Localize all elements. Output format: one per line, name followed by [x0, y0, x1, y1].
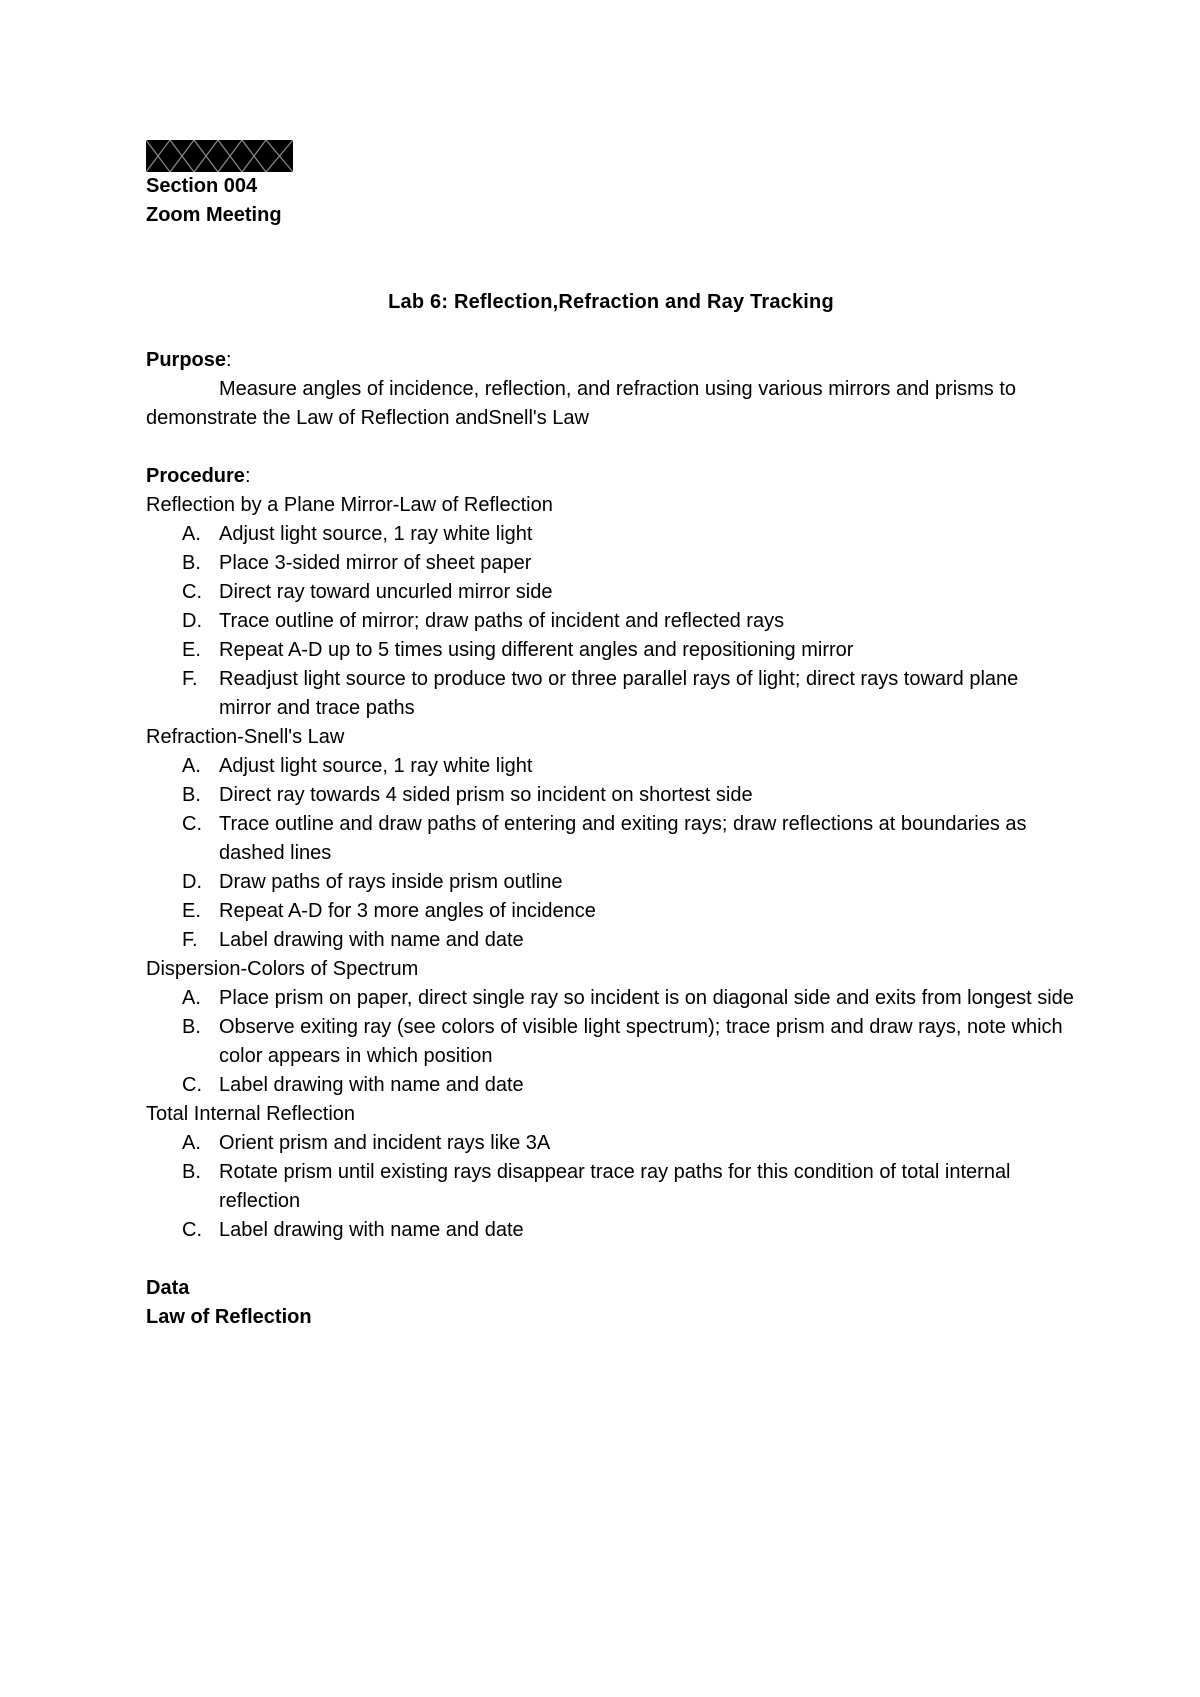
list-item-text: Place prism on paper, direct single ray so incident is on diagonal side and exits from longest side — [219, 987, 1074, 1009]
list-item — [146, 984, 1076, 1013]
list-item — [146, 636, 1076, 665]
list-item-text: Direct ray toward uncurled mirror side — [219, 581, 553, 603]
list-item-text: Orient prism and incident rays like 3A — [219, 1132, 551, 1154]
procedure-section — [146, 462, 1076, 1245]
purpose-label: Purpose — [146, 349, 227, 371]
meeting-type: Zoom Meeting — [146, 204, 282, 226]
list-marker: B. — [182, 784, 201, 806]
list-item-text: Repeat A-D for 3 more angles of incidence — [219, 900, 596, 922]
procedure-colon: : — [244, 465, 251, 487]
list-marker: A. — [182, 987, 201, 1009]
list-marker: A. — [182, 523, 201, 545]
list-item — [146, 1158, 1076, 1216]
list-item — [146, 781, 1076, 810]
list-item-text: Rotate prism until existing rays disappear trace ray paths for this condition of total internal reflection — [219, 1161, 1011, 1212]
list-item-text: Readjust light source to produce two or three parallel rays of light; direct rays toward plane mirror and trace paths — [219, 668, 1019, 719]
data-section — [146, 1274, 1076, 1332]
list-marker: D. — [182, 871, 202, 893]
list-marker: E. — [182, 900, 201, 922]
list-marker: C. — [182, 1074, 202, 1096]
purpose-text: Measure angles of incidence, reflection, and refraction using various mirrors and prisms to demonstrate the Law of Reflection andSnell's Law — [146, 378, 1017, 429]
procedure-label: Procedure — [146, 465, 245, 487]
list-item-text: Draw paths of rays inside prism outline — [219, 871, 563, 893]
list-marker: C. — [182, 581, 202, 603]
list-item — [146, 578, 1076, 607]
list-item-text: Adjust light source, 1 ray white light — [219, 755, 533, 777]
list-item — [146, 1071, 1076, 1100]
procedure-steps-list — [146, 752, 1076, 955]
list-marker: F. — [182, 668, 198, 690]
list-item — [146, 897, 1076, 926]
procedure-subheading: Dispersion-Colors of Spectrum — [146, 958, 419, 980]
section-number: Section 004 — [146, 175, 258, 197]
document-page — [146, 140, 1076, 1332]
purpose-colon: : — [226, 349, 232, 371]
procedure-steps-list — [146, 1129, 1076, 1245]
list-marker: B. — [182, 552, 201, 574]
procedure-subheading: Reflection by a Plane Mirror-Law of Reflection — [146, 494, 553, 516]
list-item-text: Place 3-sided mirror of sheet paper — [219, 552, 532, 574]
procedure-heading — [146, 462, 1076, 491]
list-marker: A. — [182, 1132, 201, 1154]
list-item — [146, 926, 1076, 955]
list-item-text: Observe exiting ray (see colors of visible light spectrum); trace prism and draw rays, note which color appears in which position — [219, 1016, 1063, 1067]
redacted-name-block — [146, 140, 293, 172]
list-item-text: Trace outline and draw paths of entering and exiting rays; draw reflections at boundaries as dashed lines — [219, 813, 1027, 864]
list-marker: C. — [182, 813, 202, 835]
procedure-subheading: Total Internal Reflection — [146, 1103, 356, 1125]
data-subheading: Law of Reflection — [146, 1306, 312, 1328]
list-item — [146, 868, 1076, 897]
list-item-text: Label drawing with name and date — [219, 1074, 524, 1096]
list-item-text: Repeat A-D up to 5 times using different angles and repositioning mirror — [219, 639, 854, 661]
data-heading: Data — [146, 1277, 190, 1299]
list-marker: E. — [182, 639, 201, 661]
list-item — [146, 607, 1076, 636]
list-item — [146, 810, 1076, 868]
page-title: Lab 6: Reflection,Refraction and Ray Tracking — [388, 291, 834, 313]
procedure-subheading: Refraction-Snell's Law — [146, 726, 345, 748]
list-item-text: Adjust light source, 1 ray white light — [219, 523, 533, 545]
list-marker: A. — [182, 755, 201, 777]
list-item — [146, 1216, 1076, 1245]
purpose-heading — [146, 346, 1076, 375]
list-item — [146, 520, 1076, 549]
list-marker: C. — [182, 1219, 202, 1241]
list-item-text: Label drawing with name and date — [219, 929, 524, 951]
list-marker: F. — [182, 929, 198, 951]
list-item — [146, 752, 1076, 781]
list-item — [146, 665, 1076, 723]
list-item — [146, 549, 1076, 578]
list-item-text: Trace outline of mirror; draw paths of incident and reflected rays — [219, 610, 785, 632]
procedure-steps-list — [146, 520, 1076, 723]
list-item-text: Label drawing with name and date — [219, 1219, 524, 1241]
list-item-text: Direct ray towards 4 sided prism so incident on shortest side — [219, 784, 753, 806]
purpose-section — [146, 346, 1076, 433]
list-marker: B. — [182, 1161, 201, 1183]
procedure-steps-list — [146, 984, 1076, 1100]
list-marker: D. — [182, 610, 202, 632]
list-item — [146, 1129, 1076, 1158]
list-item — [146, 1013, 1076, 1071]
list-marker: B. — [182, 1016, 201, 1038]
